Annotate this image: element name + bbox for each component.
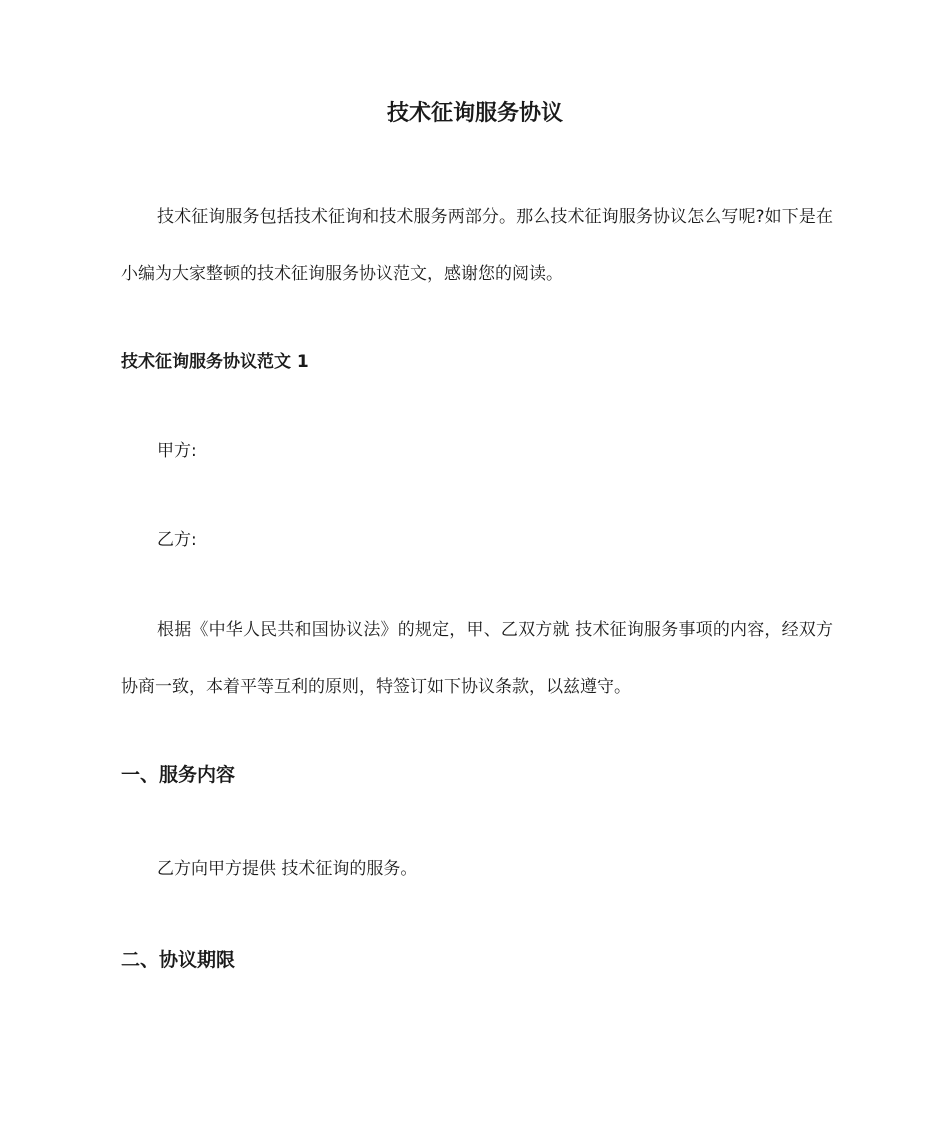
intro-paragraph: 技术征询服务包括技术征询和技术服务两部分。那么技术征询服务协议怎么写呢?如下是在小编为大家整顿的技术征询服务协议范文，感谢您的阅读。 bbox=[121, 207, 833, 284]
document-title: 技术征询服务协议 bbox=[386, 101, 563, 126]
sample-heading: 技术征询服务协议范文 1 bbox=[121, 352, 309, 372]
section-body-service-content: 乙方向甲方提供 技术征询的服务。 bbox=[157, 859, 418, 879]
party-b-line: 乙方: bbox=[157, 530, 197, 550]
section-heading-agreement-term: 二、协议期限 bbox=[121, 949, 236, 971]
party-a-line: 甲方: bbox=[157, 441, 197, 461]
basis-paragraph: 根据《中华人民共和国协议法》的规定，甲、乙双方就 技术征询服务事项的内容，经双方协商一致，本着平等互利的原则，特签订如下协议条款，以兹遵守。 bbox=[121, 620, 833, 697]
section-heading-service-content: 一、服务内容 bbox=[121, 764, 236, 786]
